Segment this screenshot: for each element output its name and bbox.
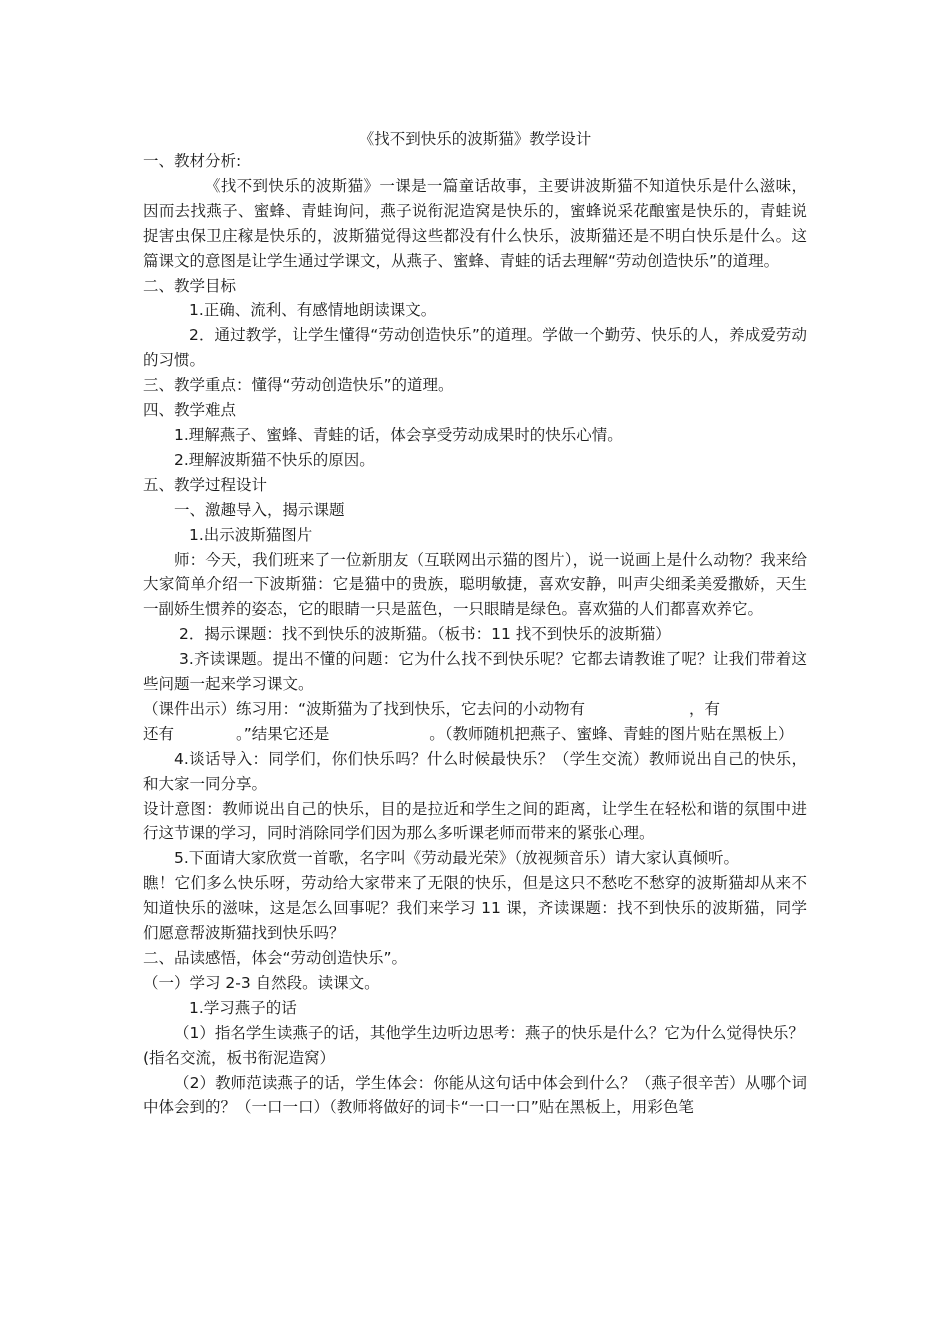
paragraph: 1.理解燕子、蜜蜂、青蛙的话，体会享受劳动成果时的快乐心情。 <box>174 425 623 444</box>
document-title: 《找不到快乐的波斯猫》教学设计 <box>358 130 592 148</box>
paragraph: 1.出示波斯猫图片 <box>189 525 313 544</box>
paragraph: 师：今天，我们班来了一位新朋友（互联网出示猫的图片），说一说画上是什么动物？我来给大家简单介绍一下波斯猫：它是猫中的贵族，聪明敏捷，喜欢安静，叫声尖细柔美爱撒娇，天生一副娇生惯养的姿态，它的眼睛一只是蓝色，一只眼睛是绿色。喜欢猫的人们都喜欢养它。 <box>143 550 807 619</box>
exercise-text: （课件出示）练习用：“波斯猫为了找到快乐，它去问的小动物有 <box>143 699 586 718</box>
section-heading: 五、教学过程设计 <box>143 475 268 494</box>
paragraph: 《找不到快乐的波斯猫》一课是一篇童话故事，主要讲波斯猫不知道快乐是什么滋味，因而去找燕子、蜜蜂、青蛙询问，燕子说衔泥造窝是快乐的，蜜蜂说采花酿蜜是快乐的，青蛙说捉害虫保卫庄稼是快乐的，波斯猫觉得这些都没有什么快乐，波斯猫还是不明白快乐是什么。这篇课文的意图是让学生通过学课文，从燕子、蜜蜂、青蛙的话去理解“劳动创造快乐”的道理。 <box>143 176 807 270</box>
paragraph: 4.谈话导入：同学们，你们快乐吗？什么时候最快乐？（学生交流）教师说出自己的快乐，和大家一同分享。 <box>143 749 807 793</box>
paragraph: 3.齐读课题。提出不懂的问题：它为什么找不到快乐呢？它都去请教谁了呢？让我们带着这些问题一起来学习课文。 <box>143 650 807 694</box>
paragraph: 设计意图：教师说出自己的快乐，目的是拉近和学生之间的距离，让学生在轻松和谐的氛围中进行这节课的学习，同时消除同学们因为那么多听课老师而带来的紧张心理。 <box>143 799 807 843</box>
paragraph: 1.正确、流利、有感情地朗读课文。 <box>189 301 437 320</box>
paragraph: 1.学习燕子的话 <box>189 998 297 1017</box>
exercise-text: 还有 <box>143 724 175 743</box>
subsection-heading: （一）学习 2-3 自然段。读课文。 <box>143 973 380 992</box>
paragraph: 瞧！它们多么快乐呀，劳动给大家带来了无限的快乐，但是这只不愁吃不愁穿的波斯猫却从来不知道快乐的滋味，这是怎么回事呢？我们来学习 11 课，齐读课题：找不到快乐的波斯猫，同学们愿意帮波斯猫找到快乐吗？ <box>143 874 807 943</box>
exercise-text: 。”结果它还是 <box>236 724 330 743</box>
exercise-text: ，有 <box>689 699 721 718</box>
document-body <box>143 149 807 1120</box>
paragraph: (指名交流，板书衔泥造窝） <box>143 1048 336 1067</box>
exercise-text: 。（教师随机把燕子、蜜蜂、青蛙的图片贴在黑板上） <box>429 724 794 743</box>
paragraph: 2．揭示课题：找不到快乐的波斯猫。（板书：11 找不到快乐的波斯猫） <box>179 625 671 644</box>
section-heading: 四、教学难点 <box>143 401 237 420</box>
exercise-line <box>143 722 807 747</box>
paragraph: 2.理解波斯猫不快乐的原因。 <box>174 450 375 469</box>
subsection-heading: 一、激趣导入，揭示课题 <box>174 500 345 519</box>
paragraph: （1）指名学生读燕子的话，其他学生边听边思考：燕子的快乐是什么？它为什么觉得快乐？ <box>174 1023 804 1042</box>
paragraph: （2）教师范读燕子的话，学生体会：你能从这句话中体会到什么？（燕子很辛苦）从哪个词中体会到的？（一口一口）（教师将做好的词卡“一口一口”贴在黑板上，用彩色笔 <box>143 1073 807 1117</box>
paragraph: 5.下面请大家欣赏一首歌，名字叫《劳动最光荣》（放视频音乐）请大家认真倾听。 <box>174 849 740 868</box>
section-heading: 二、品读感悟，体会“劳动创造快乐”。 <box>143 949 408 967</box>
paragraph: 2．通过教学，让学生懂得“劳动创造快乐”的道理。学做一个勤劳、快乐的人，养成爱劳动的习惯。 <box>143 326 807 370</box>
exercise-line <box>143 697 807 722</box>
section-heading: 二、教学目标 <box>143 276 237 295</box>
section-heading: 一、教材分析: <box>143 152 242 170</box>
section-heading: 三、教学重点：懂得“劳动创造快乐”的道理。 <box>143 376 454 395</box>
